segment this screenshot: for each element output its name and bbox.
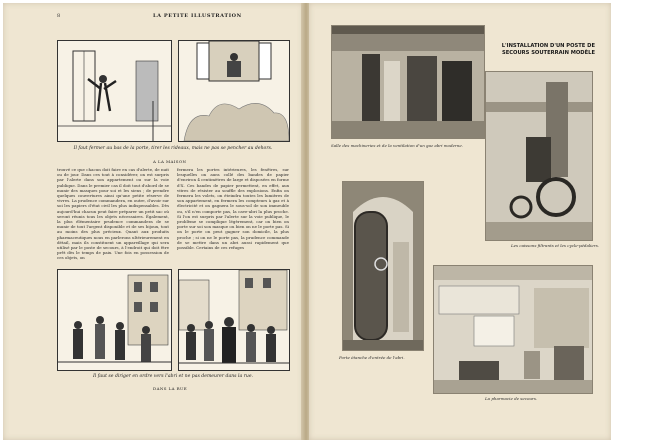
text-column-left: trouvé ce que chacun doit faire en cas d'alerte, de nuit ou de jour. Dans ces tout à considérer, on est surpris par l'alerte dans son appartement ou sur la voie publique. Dans le premier cas il doit tout d'abord de se munir des masques pour soi et les siens ; de prendre quelques couvertures ainsi qu'une petite réserve de vivres. La prudence commandera, en outre, d'avoir sur soi les papiers d'état civil les plus indispensables. Dès aujourd'hui chacun peut faire préparer un petit sac où seront réunis tous les objets nécessaires. Également, la plus élémentaire prudence commandera de se munir de tout l'argent disponible et de ses bijoux, tout au moins des plus précieux. Quant aux produits pharmaceutiques nous en parlerons ultérieurement en détail, mais ils constituent un appareillage qui sera utilisé par le poste de secours, à l'endroit qui doit être prêt dès le temps de paix. Une fois en possession de ces objets, on xyxy=(57,167,169,261)
credit-bottom: DANS LA RUE xyxy=(153,386,188,391)
magazine-spread xyxy=(3,3,611,440)
caption-filter-caissons: Les caissons filtrants et les cycle-pédaliers. xyxy=(511,243,600,248)
photo-airtight-door xyxy=(342,181,424,351)
illustration-man-closing-shutters xyxy=(57,40,172,142)
left-page xyxy=(3,3,303,440)
caption-pharmacy: La pharmacie de secours. xyxy=(485,396,538,401)
caption-airtight-door: Porte étanche d'entrée de l'abri. xyxy=(339,355,405,360)
credit-top: A LA MAISON xyxy=(153,159,187,164)
photo-machine-room xyxy=(331,25,485,139)
photo-first-aid-pharmacy xyxy=(433,265,593,394)
caption-machine-room: Salle des machineries et de la ventilation d'un gaz abri moderne. xyxy=(331,143,464,148)
caption-bottom: Il faut se diriger en ordre vers l'abri et ne pas demeurer dans la rue. xyxy=(92,374,254,379)
caption-top: Il faut fermer au bas de la porte, tirer les rideaux, mais ne pas se pencher au dehors. xyxy=(73,146,273,151)
article-title: L'INSTALLATION D'UN POSTE DE SECOURS SOUTERRAIN MODÈLE xyxy=(501,43,595,56)
right-page xyxy=(309,3,611,440)
photo-filter-caissons xyxy=(485,71,593,241)
illustration-street-crowd-left xyxy=(57,269,172,371)
text-column-right: fermera les portes intérieures, les fenêtres, sur lesquelles on aura collé des bandes de papier d'environ 4 centimètres de large et disposées en forme d'X. Ces bandes de papier permettent, en effet, aux vitres de résister au souffle des explosions. Enfin on fermera les volets, on éteindra toutes les lumières de son appartement, en fermera les compteurs à gaz et à électricité et on gagnera le sous-sol de son immeuble ou, s'il n'en comporte pas, la cave-abri la plus proche. Si l'on est surpris par l'alerte sur la voie publique, le problème se complique légèrement, car on bien on porte sur soi son masque ou bien on ne le porte pas. Si on le porte on peut gagner son domicile, la plus proche ; si on ne le porte pas, la prudence commande de se mettre dans un abri aussi rapidement que possible. Certains de ces refuges xyxy=(177,167,289,251)
illustration-street-crowd-right xyxy=(178,269,290,371)
illustration-woman-at-window xyxy=(178,40,290,142)
page-number: 8 xyxy=(57,13,61,19)
magazine-title: LA PETITE ILLUSTRATION xyxy=(153,13,242,19)
